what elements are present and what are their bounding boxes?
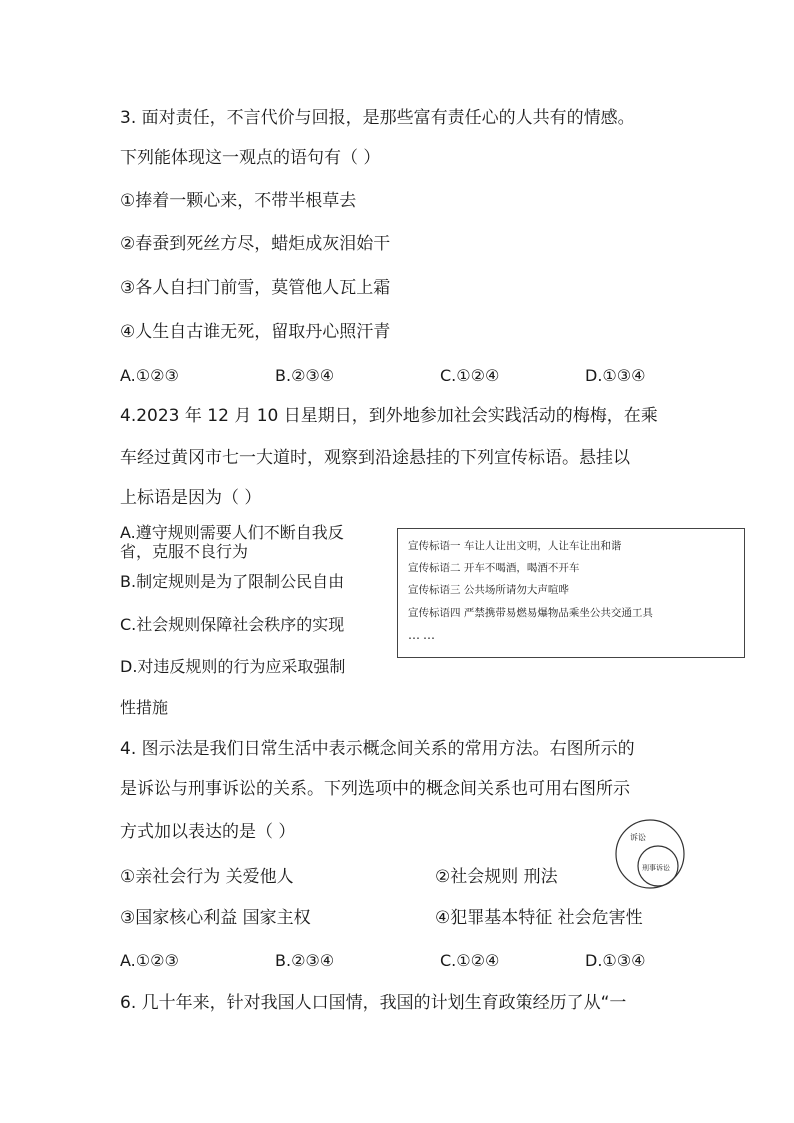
q4b-stem-line1: 4. 图示法是我们日常生活中表示概念间关系的常用方法。右图所示的	[120, 739, 635, 759]
q3-choice-d[interactable]: D.①③④	[585, 366, 646, 385]
q3-choice-c[interactable]: C.①②④	[440, 366, 500, 385]
venn-inner-label: 刑事诉讼	[642, 864, 670, 872]
q3-item-4: ④人生自古谁无死，留取丹心照汗青	[120, 322, 391, 342]
q4b-item-3: ③国家核心利益 国家主权	[120, 908, 311, 928]
q4a-stem-line2: 车经过黄冈市七一大道时，观察到沿途悬挂的下列宣传标语。悬挂以	[120, 448, 630, 468]
q4a-stem-line1: 4.2023 年 12 月 10 日星期日，到外地参加社会实践活动的梅梅，在乘	[120, 406, 658, 426]
q3-stem-line1: 3. 面对责任，不言代价与回报，是那些富有责任心的人共有的情感。	[120, 108, 635, 128]
q4b-item-2: ②社会规则 刑法	[435, 867, 558, 887]
q3-item-3: ③各人自扫门前雪，莫管他人瓦上霜	[120, 278, 391, 298]
q6-stem-line1: 6. 几十年来，针对我国人口国情，我国的计划生育政策经历了从“一	[120, 993, 627, 1013]
slogan-1: 宣传标语一 车让人让出文明，人让车让出和谐	[408, 540, 622, 552]
q4a-option-d-line1[interactable]: D.对违反规则的行为应采取强制	[120, 657, 346, 676]
slogan-4: 宣传标语四 严禁携带易燃易爆物品乘坐公共交通工具	[408, 607, 653, 619]
venn-outer-label: 诉讼	[630, 833, 646, 842]
q3-item-1: ①捧着一颗心来，不带半根草去	[120, 191, 357, 211]
q4a-option-b[interactable]: B.制定规则是为了限制公民自由	[120, 572, 345, 591]
slogan-ellipsis: ……	[408, 628, 438, 642]
slogan-box	[397, 528, 745, 658]
q4a-option-a-line2[interactable]: 省，克服不良行为	[120, 542, 249, 561]
q4b-choice-a[interactable]: A.①②③	[120, 951, 179, 970]
q4a-option-c[interactable]: C.社会规则保障社会秩序的实现	[120, 615, 345, 634]
q4b-stem-line3: 方式加以表达的是（ ）	[120, 822, 296, 842]
slogan-3: 宣传标语三 公共场所请勿大声喧哗	[408, 584, 569, 596]
q4a-option-a-line1[interactable]: A.遵守规则需要人们不断自我反	[120, 523, 344, 542]
q4b-item-1: ①亲社会行为 关爱他人	[120, 867, 294, 887]
q4a-stem-line3: 上标语是因为（ ）	[120, 488, 262, 508]
q4b-stem-line2: 是诉讼与刑事诉讼的关系。下列选项中的概念间关系也可用右图所示	[120, 779, 630, 799]
q3-choice-a[interactable]: A.①②③	[120, 366, 179, 385]
venn-diagram	[614, 818, 686, 890]
q3-stem-line2: 下列能体现这一观点的语句有（ ）	[120, 148, 381, 168]
q4b-item-4: ④犯罪基本特征 社会危害性	[435, 908, 643, 928]
q4a-option-d-line2[interactable]: 性措施	[120, 698, 169, 717]
q4b-choice-c[interactable]: C.①②④	[440, 951, 500, 970]
q4b-choice-b[interactable]: B.②③④	[275, 951, 335, 970]
q3-item-2: ②春蚕到死丝方尽，蜡炬成灰泪始干	[120, 234, 391, 254]
q4b-choice-d[interactable]: D.①③④	[585, 951, 646, 970]
q3-choice-b[interactable]: B.②③④	[275, 366, 335, 385]
slogan-2: 宣传标语二 开车不喝酒，喝酒不开车	[408, 562, 580, 574]
